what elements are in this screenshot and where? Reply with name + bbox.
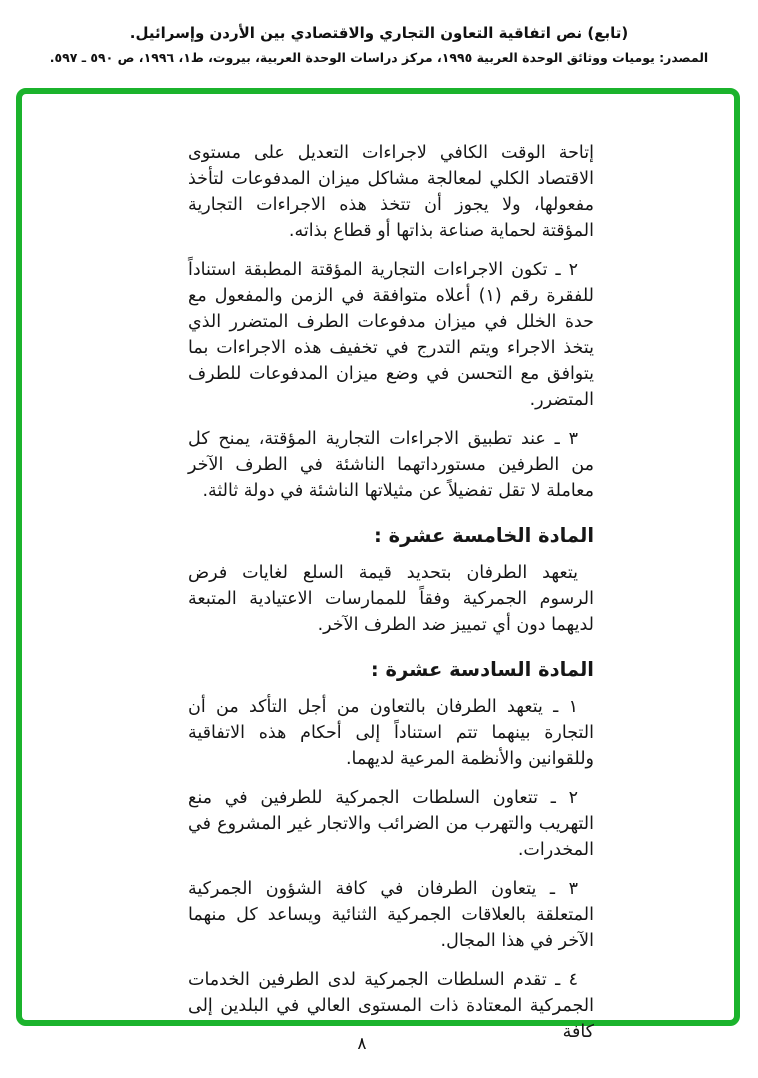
page-number: ٨ (357, 1034, 367, 1054)
body-paragraph: ٢ ـ تتعاون السلطات الجمركية للطرفين في منع التهريب والتهرب من الضرائب والاتجار غير المشروع في المخدرات. (188, 788, 594, 860)
article-heading: المادة الخامسة عشرة : (373, 524, 594, 547)
body-paragraph: ٢ ـ تكون الاجراءات التجارية المؤقتة المطبقة استناداً للفقرة رقم (١) أعلاه متوافقة في الزمن والمفعول مع حدة الخلل في ميزان مدفوعات الطرف المتضرر الذي يتخذ الاجراء ويتم التدرج في تخفيف هذه الاجراءات بما يتوافق مع التحسن في وضع ميزان المدفوعات للطرف المتضرر. (188, 260, 594, 410)
document-header (0, 20, 758, 70)
body-paragraph: ٣ ـ عند تطبيق الاجراءات التجارية المؤقتة، يمنح كل من الطرفين مستورداتهما الناشئة في الطرف الآخر معاملة لا تقل تفضيلاً عن مثيلاتها الناشئة في دولة ثالثة. (188, 429, 594, 501)
body-paragraph: ٣ ـ يتعاون الطرفان في كافة الشؤون الجمركية المتعلقة بالعلاقات الجمركية الثنائية ويساعد كل منهما الآخر في هذا المجال. (188, 879, 594, 951)
body-paragraph: ٤ ـ تقدم السلطات الجمركية لدى الطرفين الخدمات الجمركية المعتادة ذات المستوى العالي في البلدين إلى كافة (188, 970, 594, 1042)
text-column (188, 140, 594, 1045)
body-paragraph: إتاحة الوقت الكافي لاجراءات التعديل على مستوى الاقتصاد الكلي لمعالجة مشاكل ميزان المدفوعات لتأخذ مفعولها، ولا يجوز أن تتخذ هذه الاجراءات التجارية المؤقتة لحماية صناعة بذاتها أو قطاع بذاته. (188, 143, 594, 241)
body-paragraph: ١ ـ يتعهد الطرفان بالتعاون من أجل التأكد من أن التجارة بينهما تتم استناداً إلى أحكام هذه الاتفاقية وللقوانين والأنظمة المرعية لديهما. (188, 697, 594, 769)
document-source: المصدر: يوميات ووثائق الوحدة العربية ١٩٩٥، مركز دراسات الوحدة العربية، بيروت، ط١، ١٩٩٦، ص ٥٩٠ ـ ٥٩٧. (49, 50, 709, 65)
body-paragraph: يتعهد الطرفان بتحديد قيمة السلع لغايات فرض الرسوم الجمركية وفقاً للممارسات الاعتيادية المتبعة لديهما دون أي تمييز ضد الطرف الآخر. (188, 563, 594, 635)
document-title: (تابع) نص اتفاقية التعاون التجاري والاقتصادي بين الأردن وإسرائيل. (129, 24, 629, 42)
article-heading: المادة السادسة عشرة : (370, 658, 594, 681)
content-frame (16, 88, 740, 1042)
